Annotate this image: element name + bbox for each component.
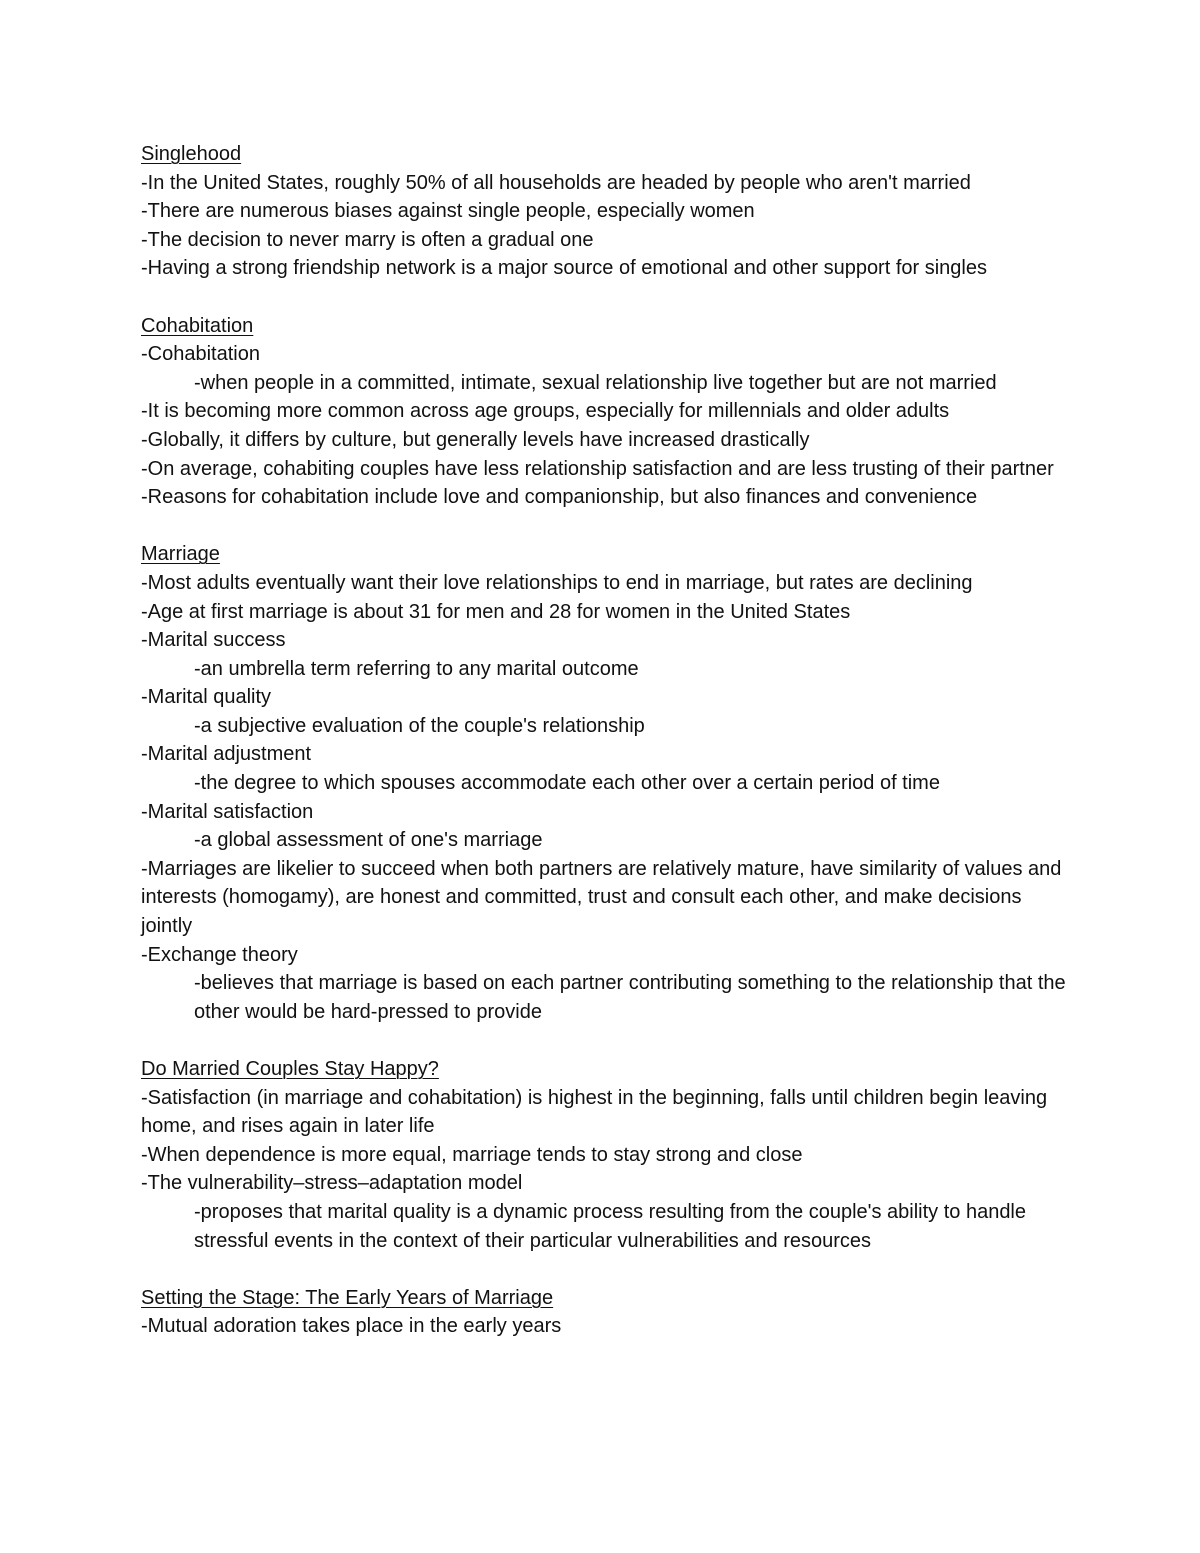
note-line: -Satisfaction (in marriage and cohabitation) is highest in the beginning, falls until children begin leaving home, and rises again in later life <box>141 1086 1048 1138</box>
note-line: -Marital success <box>141 629 286 652</box>
note-line: -It is becoming more common across age groups, especially for millennials and older adults <box>141 400 950 423</box>
section-singlehood <box>141 140 1071 283</box>
note-line: -Cohabitation <box>141 343 260 366</box>
note-line: -Marital quality <box>141 686 272 709</box>
section-heading: Singlehood <box>141 143 242 165</box>
section-cohabitation <box>141 312 1071 512</box>
section-married-couples-happy <box>141 1055 1071 1255</box>
note-line: -Age at first marriage is about 31 for men and 28 for women in the United States <box>141 600 851 623</box>
note-subline: -the degree to which spouses accommodate each other over a certain period of time <box>194 772 940 795</box>
note-subline: -an umbrella term referring to any marital outcome <box>194 657 639 680</box>
document-page <box>141 140 1071 1341</box>
section-heading: Setting the Stage: The Early Years of Marriage <box>141 1286 554 1309</box>
note-subline: -when people in a committed, intimate, sexual relationship live together but are not married <box>194 371 997 394</box>
section-heading: Do Married Couples Stay Happy? <box>141 1058 439 1080</box>
note-subline: -a subjective evaluation of the couple's relationship <box>194 714 645 737</box>
section-marriage <box>141 540 1071 1026</box>
note-subline: -a global assessment of one's marriage <box>194 829 543 852</box>
note-line: -Most adults eventually want their love relationships to end in marriage, but rates are declining <box>141 571 973 594</box>
note-line: -Marital adjustment <box>141 743 312 766</box>
note-line: -In the United States, roughly 50% of all households are headed by people who aren't married <box>141 171 971 194</box>
section-early-years <box>141 1284 1071 1341</box>
note-subline: -proposes that marital quality is a dynamic process resulting from the couple's ability to handle stressful events in the context of their particular vulnerabilities and resources <box>194 1200 1027 1252</box>
note-line: -Exchange theory <box>141 943 298 966</box>
note-line: -Globally, it differs by culture, but generally levels have increased drastically <box>141 428 810 451</box>
note-line: -There are numerous biases against single people, especially women <box>141 200 755 223</box>
note-line: -On average, cohabiting couples have less relationship satisfaction and are less trusting of their partner <box>141 457 1054 480</box>
section-heading: Marriage <box>141 543 220 566</box>
note-line: -Mutual adoration takes place in the early years <box>141 1315 562 1338</box>
note-line: -The decision to never marry is often a gradual one <box>141 228 594 251</box>
note-line: -When dependence is more equal, marriage tends to stay strong and close <box>141 1143 803 1166</box>
note-subline: -believes that marriage is based on each partner contributing something to the relationship that the other would be hard-pressed to provide <box>194 972 1066 1023</box>
note-line: -Reasons for cohabitation include love and companionship, but also finances and convenience <box>141 486 978 509</box>
note-line: -Marital satisfaction <box>141 800 314 823</box>
note-line: -Having a strong friendship network is a major source of emotional and other support for singles <box>141 257 987 280</box>
note-line: -Marriages are likelier to succeed when both partners are relatively mature, have similarity of values and interests (homogamy), are honest and committed, trust and consult each other, and make decisions jointly <box>141 857 1062 938</box>
note-line: -The vulnerability–stress–adaptation model <box>141 1172 523 1195</box>
section-heading: Cohabitation <box>141 314 254 337</box>
